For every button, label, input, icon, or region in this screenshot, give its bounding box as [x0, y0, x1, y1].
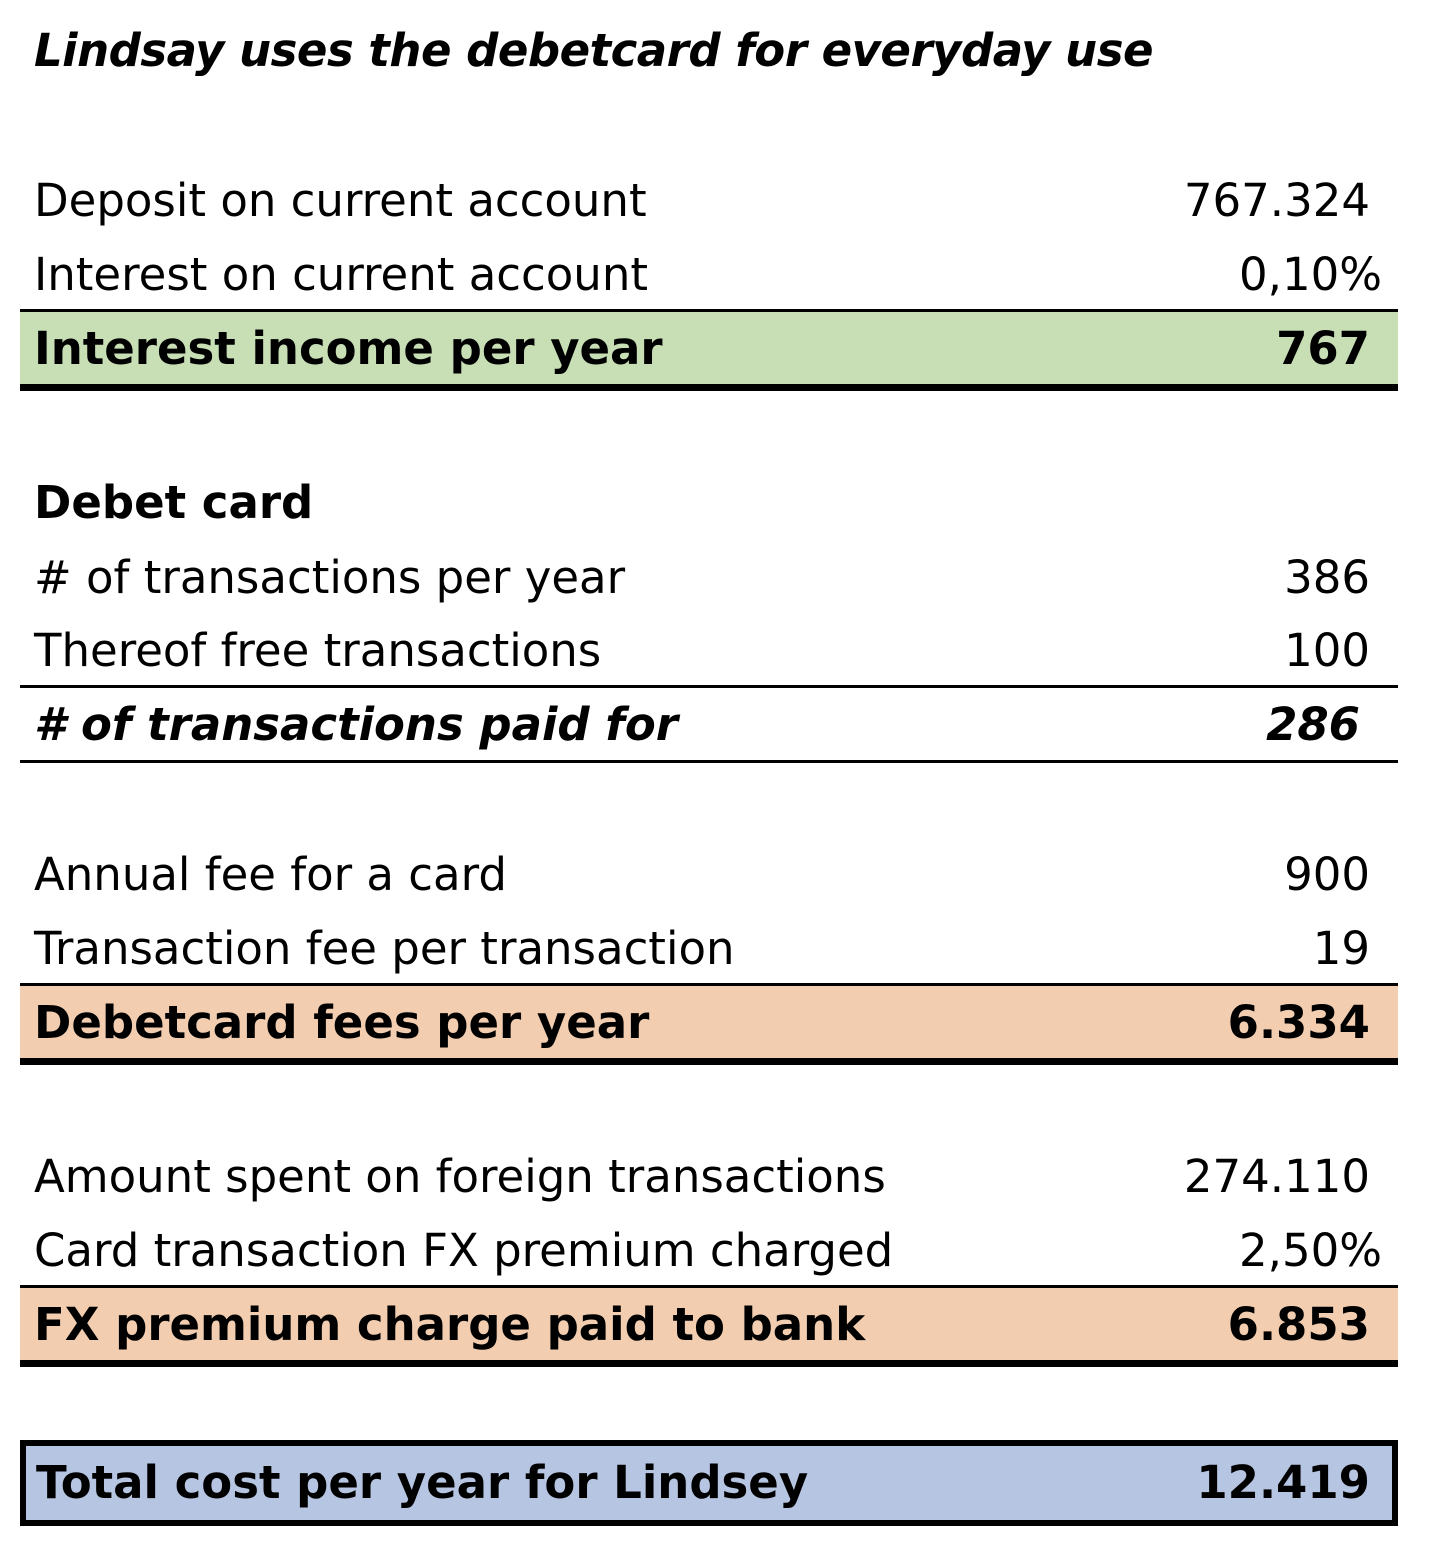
- interest-income-label: Interest income per year: [34, 322, 663, 375]
- annual-fee-row: [20, 838, 1398, 912]
- foreign-amount-value: 274.110: [1183, 1150, 1370, 1203]
- paid-transactions-row: [20, 685, 1398, 763]
- total-cost-label: Total cost per year for Lindsey: [36, 1456, 809, 1509]
- free-transactions-row: [20, 614, 1398, 688]
- deposit-label: Deposit on current account: [34, 174, 647, 227]
- interest-income-row: [20, 309, 1398, 391]
- foreign-amount-row: [20, 1140, 1398, 1214]
- transactions-row: [20, 541, 1398, 615]
- annual-fee-value: 900: [1284, 848, 1370, 901]
- annual-fee-label: Annual fee for a card: [34, 848, 507, 901]
- debetcard-fees-value: 6.334: [1227, 996, 1370, 1049]
- interest-label: Interest on current account: [34, 248, 648, 301]
- transactions-value: 386: [1284, 551, 1370, 604]
- transaction-fee-value: 19: [1312, 922, 1370, 975]
- interest-row: [20, 238, 1398, 312]
- fx-premium-value: 2,50%: [1239, 1224, 1382, 1277]
- debetcard-fees-label: Debetcard fees per year: [34, 996, 650, 1049]
- interest-income-value: 767: [1276, 322, 1370, 375]
- debet-card-heading: Debet card: [34, 476, 314, 529]
- total-cost-value: 12.419: [1196, 1456, 1370, 1509]
- fx-premium-label: Card transaction FX premium charged: [34, 1224, 894, 1277]
- free-transactions-value: 100: [1284, 624, 1370, 677]
- total-cost-row: [20, 1440, 1398, 1526]
- debet-card-heading-row: [20, 466, 1398, 540]
- interest-value: 0,10%: [1239, 248, 1382, 301]
- debetcard-fees-row: [20, 983, 1398, 1065]
- free-transactions-label: Thereof free transactions: [34, 624, 602, 677]
- fx-charge-value: 6.853: [1227, 1298, 1370, 1351]
- transaction-fee-row: [20, 912, 1398, 986]
- transactions-label: # of transactions per year: [34, 551, 626, 604]
- transaction-fee-label: Transaction fee per transaction: [34, 922, 735, 975]
- paid-transactions-label: # of transactions paid for: [34, 698, 678, 751]
- sheet-title: Lindsay uses the debetcard for everyday use: [34, 24, 1154, 77]
- deposit-value: 767.324: [1183, 174, 1370, 227]
- fx-charge-row: [20, 1285, 1398, 1367]
- foreign-amount-label: Amount spent on foreign transactions: [34, 1150, 886, 1203]
- fx-charge-label: FX premium charge paid to bank: [34, 1298, 866, 1351]
- fx-premium-row: [20, 1214, 1398, 1288]
- paid-transactions-value: 286: [1266, 698, 1360, 751]
- deposit-row: [20, 164, 1398, 238]
